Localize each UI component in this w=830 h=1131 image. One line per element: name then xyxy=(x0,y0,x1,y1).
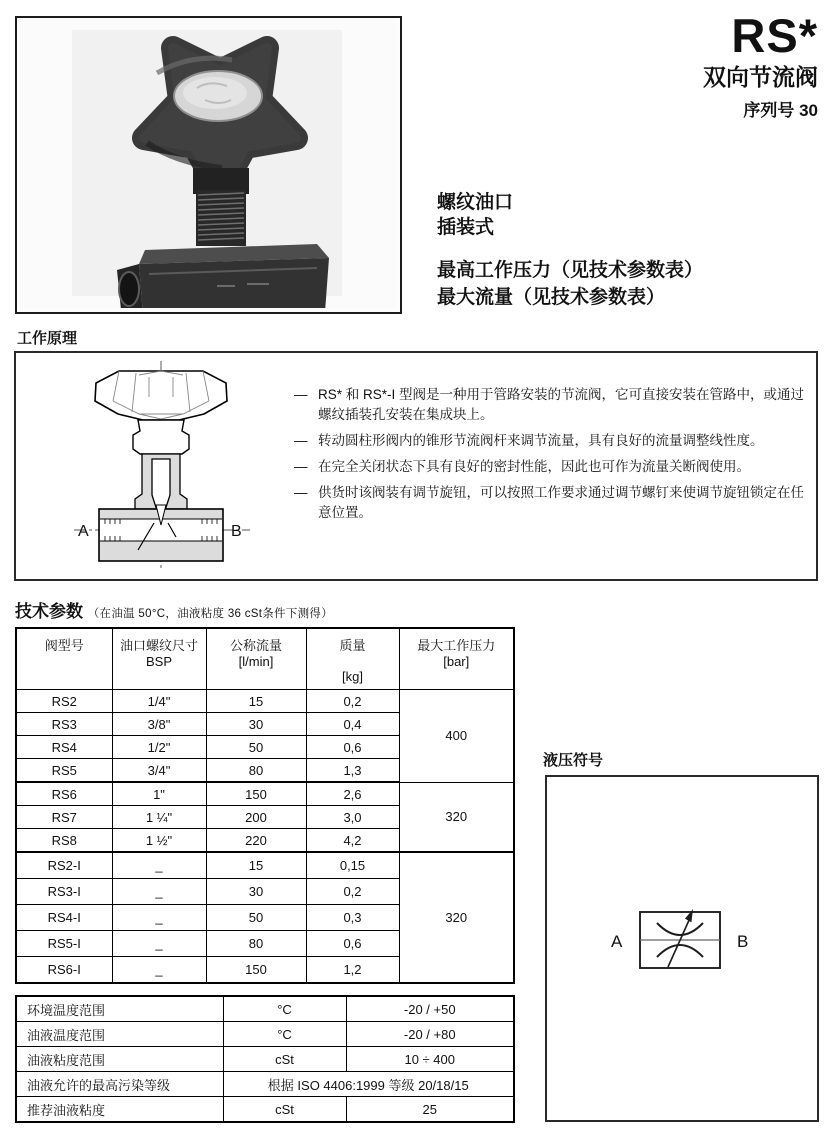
working-principle-bullets xyxy=(294,385,806,529)
col-header-max-pressure: 最大工作压力 [bar] xyxy=(399,628,514,690)
bullet-item xyxy=(294,457,806,477)
tech-params-title: 技术参数 xyxy=(15,602,83,621)
cell-size: _ xyxy=(112,957,206,984)
cell-mass: 4,2 xyxy=(306,829,399,853)
bullet-text: 供货时该阀装有调节旋钮，可以按照工作要求通过调节螺钉来使调节旋钮锁定在任意位置。 xyxy=(318,485,804,520)
working-principle-heading: 工作原理 xyxy=(17,330,78,347)
cell-mass: 0,2 xyxy=(306,879,399,905)
tech-specs-table-insert xyxy=(15,851,515,984)
col-header-thread-size: 油口螺纹尺寸 BSP xyxy=(112,628,206,690)
hydraulic-symbol-box xyxy=(545,775,819,1122)
cell-param: 油液允许的最高污染等级 xyxy=(16,1072,223,1097)
cell-size: _ xyxy=(112,931,206,957)
bullet-item xyxy=(294,431,806,451)
cell-flow: 80 xyxy=(206,931,306,957)
conditions-table xyxy=(15,995,515,1123)
bullet-item xyxy=(294,385,806,425)
cell-unit: cSt xyxy=(223,1097,346,1123)
cell-pressure-group: 320 xyxy=(399,782,514,852)
cell-model: RS7 xyxy=(16,806,112,829)
cell-size: 1 ¼" xyxy=(112,806,206,829)
cell-mass: 0,3 xyxy=(306,905,399,931)
col-header-flow: 公称流量 [l/min] xyxy=(206,628,306,690)
title-block xyxy=(703,9,818,121)
cell-model: RS4-I xyxy=(16,905,112,931)
table-row xyxy=(16,782,514,806)
cell-mass: 1,3 xyxy=(306,759,399,783)
cell-mass: 3,0 xyxy=(306,806,399,829)
cell-size: 3/4" xyxy=(112,759,206,783)
cell-model: RS3 xyxy=(16,713,112,736)
cell-model: RS4 xyxy=(16,736,112,759)
bullet-dash: — xyxy=(294,485,308,500)
limit-lines xyxy=(437,257,703,311)
cell-size: 1 ½" xyxy=(112,829,206,853)
table-row xyxy=(16,690,514,713)
hydraulic-symbol-heading: 液压符号 xyxy=(543,752,604,769)
cell-param: 油液温度范围 xyxy=(16,1022,223,1047)
series-number: 序列号 30 xyxy=(743,100,818,120)
table-row xyxy=(16,1097,514,1123)
cell-flow: 80 xyxy=(206,759,306,783)
col-header-model: 阀型号 xyxy=(16,628,112,690)
cell-size: _ xyxy=(112,852,206,879)
cell-mass: 1,2 xyxy=(306,957,399,984)
cell-mass: 2,6 xyxy=(306,782,399,806)
cell-size: 3/8" xyxy=(112,713,206,736)
valve-body xyxy=(117,244,329,308)
tech-params-heading xyxy=(15,597,333,622)
cell-model: RS3-I xyxy=(16,879,112,905)
cell-flow: 15 xyxy=(206,852,306,879)
drawing-port-b-label: B xyxy=(231,523,242,540)
cell-value: 25 xyxy=(346,1097,514,1123)
cell-unit: cSt xyxy=(223,1047,346,1072)
tech-specs-table xyxy=(15,627,515,853)
cell-flow: 30 xyxy=(206,713,306,736)
cell-model: RS5 xyxy=(16,759,112,783)
bullet-item xyxy=(294,483,806,523)
table-header-row xyxy=(16,628,514,690)
product-photo-valve-illustration xyxy=(17,18,396,308)
cell-model: RS2-I xyxy=(16,852,112,879)
cell-model: RS2 xyxy=(16,690,112,713)
table-row xyxy=(16,1022,514,1047)
cell-flow: 50 xyxy=(206,736,306,759)
cell-size: 1/2" xyxy=(112,736,206,759)
product-name: 双向节流阀 xyxy=(703,64,818,90)
max-flow-line: 最大流量（见技术参数表） xyxy=(437,287,666,308)
tech-params-subtitle: （在油温 50°C，油液粘度 36 cSt条件下测得） xyxy=(87,608,334,620)
cell-mass: 0,15 xyxy=(306,852,399,879)
bullet-dash: — xyxy=(294,387,308,402)
cell-pressure-group: 400 xyxy=(399,690,514,783)
cell-mass: 0,6 xyxy=(306,736,399,759)
cell-model: RS5-I xyxy=(16,931,112,957)
feature-port-type: 螺纹油口 xyxy=(437,192,514,213)
cell-model: RS6 xyxy=(16,782,112,806)
bullet-text: RS* 和 RS*-I 型阀是一种用于管路安装的节流阀，它可直接安装在管路中，或通过螺纹插装孔安装在集成块上。 xyxy=(318,387,805,422)
col-header-mass: 质量 [kg] xyxy=(306,628,399,690)
cell-flow: 50 xyxy=(206,905,306,931)
cell-value: -20 / +80 xyxy=(346,1022,514,1047)
cell-value: 10 ÷ 400 xyxy=(346,1047,514,1072)
cell-unit: °C xyxy=(223,996,346,1022)
throttle-valve-symbol xyxy=(547,777,813,1116)
cell-flow: 30 xyxy=(206,879,306,905)
cell-size: _ xyxy=(112,879,206,905)
table-row xyxy=(16,1047,514,1072)
bullet-dash: — xyxy=(294,433,308,448)
cell-unit: °C xyxy=(223,1022,346,1047)
feature-lines xyxy=(437,190,513,240)
valve-cross-section-drawing xyxy=(18,355,286,575)
cell-size: 1/4" xyxy=(112,690,206,713)
cell-model: RS6-I xyxy=(16,957,112,984)
cell-flow: 200 xyxy=(206,806,306,829)
table-row xyxy=(16,996,514,1022)
cell-size: _ xyxy=(112,905,206,931)
bullet-dash: — xyxy=(294,459,308,474)
working-principle-box xyxy=(14,351,818,581)
cell-value: -20 / +50 xyxy=(346,996,514,1022)
cell-mass: 0,4 xyxy=(306,713,399,736)
drawing-port-a-label: A xyxy=(78,523,89,540)
cell-flow: 15 xyxy=(206,690,306,713)
cell-param: 环境温度范围 xyxy=(16,996,223,1022)
cell-mass: 0,2 xyxy=(306,690,399,713)
product-code: RS* xyxy=(731,9,818,62)
max-pressure-line: 最高工作压力（见技术参数表） xyxy=(437,260,704,281)
symbol-port-b-label: B xyxy=(737,932,749,951)
cell-merged-value: 根据 ISO 4406:1999 等级 20/18/15 xyxy=(223,1072,514,1097)
cell-param: 推荐油液粘度 xyxy=(16,1097,223,1123)
cell-mass: 0,6 xyxy=(306,931,399,957)
feature-cartridge: 插装式 xyxy=(437,217,495,238)
product-photo-frame xyxy=(15,16,402,314)
cell-flow: 150 xyxy=(206,957,306,984)
cell-flow: 220 xyxy=(206,829,306,853)
symbol-port-a-label: A xyxy=(611,932,623,951)
cell-pressure-group: 320 xyxy=(399,852,514,983)
bullet-text: 转动圆柱形阀内的锥形节流阀杆来调节流量，具有良好的流量调整线性度。 xyxy=(318,433,764,448)
bullet-text: 在完全关闭状态下具有良好的密封性能，因此也可作为流量关断阀使用。 xyxy=(318,459,750,474)
cell-model: RS8 xyxy=(16,829,112,853)
cell-size: 1" xyxy=(112,782,206,806)
cell-param: 油液粘度范围 xyxy=(16,1047,223,1072)
table-row xyxy=(16,852,514,879)
cell-flow: 150 xyxy=(206,782,306,806)
table-row xyxy=(16,1072,514,1097)
